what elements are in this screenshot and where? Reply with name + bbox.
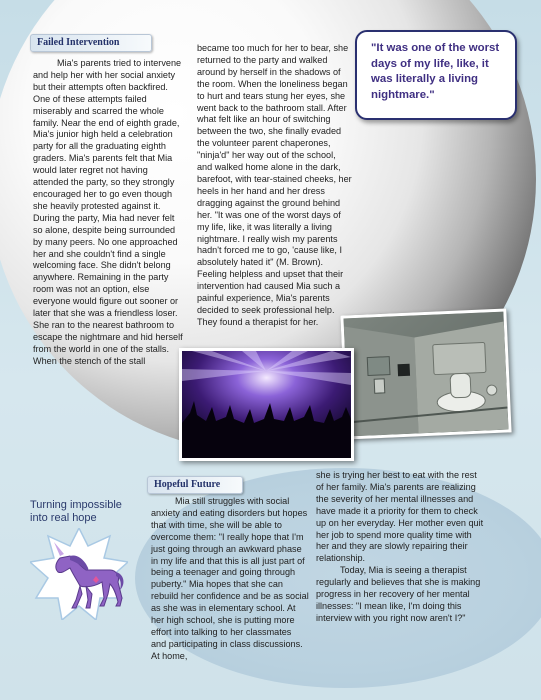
failed-intervention-column-2: [197, 43, 352, 329]
bathroom-stall-photo: [340, 308, 511, 439]
paragraph: became too much for her to bear, she returned to the party and walked around by herself in the shadows of the room. When the loneliness began to hurt and tears stung her eyes, she went back to the bathroom stall. After what felt like an hour of switching between the two, she finally evaded the volunteer parent chaperones, "ninja'd" her way out of the school, and walked home alone in the dark, barefoot, with tear-stained cheeks, her heels in her hand and her dress dragging against the ground behind her. "It was one of the worst days of my life, like, it was literally a living nightmare. I really wish my parents hadn't forced me to go, 'cause like, I absolutely hated it" (M. Brown). Feeling helpless and upset that their intervention had caused Mia such a painful experience, Mia's parents decided to seek professional help. They found a therapist for her.: [197, 43, 352, 327]
hopeful-future-heading: Hopeful Future: [147, 476, 243, 494]
failed-intervention-column-1: [33, 58, 184, 368]
paragraph: she is trying her best to eat with the rest of her family. Mia's parents are realizing the severity of her mental illnesses and have made it a priority for them to check up on her everyday. Her mother even quit her job to spend more quality time with her and they are slowly repairing their relationship.: [316, 470, 484, 564]
concert-crowd-photo: [179, 348, 354, 461]
paragraph: Mia still struggles with social anxiety and eating disorders but hopes that with time, she will be able to overcome them: "I really hope that I'm just going through an awkward phase in my life and that this is all just part of being a teenager and going through puberty." Mia hopes that she can rebuild her confidence and be as social as she was in elementary school. At her high school, she is putting more effort into talking to her classmates and participating in class discussions. At home,: [151, 496, 309, 661]
hopeful-future-column-1: [151, 496, 309, 663]
paragraph: Today, Mia is seeing a therapist regularly and believes that she is making progress in her recovery of her mental illnesses: "I mean like, I'm doing this interview with you right now aren't I?": [316, 565, 481, 623]
paragraph: Mia's parents tried to intervene and help her with her social anxiety but their attempts often backfired. One of these attempts failed miserably and scarred the whole family. Near the end of eighth grade, Mia's junior high held a celebration party for all the graduating eighth graders. Mia's parents felt that Mia would later regret not having attended the party, so they strongly encouraged her to go even though she heavily protested against it. During the party, Mia had never felt so alone, despite being surrounded by many peers. No one approached her and she couldn't find a single welcoming face. She didn't belong anywhere. Remaining in the party room was not an option, else everyone would figure out sooner or later that she was a friendless loser. She ran to the nearest bathroom to escape the nightmare and hid herself from the world in one of the stalls. When the stench of the stall: [33, 58, 183, 366]
concert-illustration: [182, 351, 351, 458]
unicorn-illustration: [30, 528, 128, 620]
pull-quote-text: "It was one of the worst days of my life, like, it was literally a living nightmare.": [371, 42, 500, 101]
bathroom-illustration: [344, 312, 509, 437]
failed-intervention-heading: Failed Intervention: [30, 34, 152, 52]
pull-quote: [355, 30, 517, 120]
hopeful-future-column-2: [316, 470, 484, 625]
sidebar-title: Turning impossible into real hope: [30, 499, 122, 524]
